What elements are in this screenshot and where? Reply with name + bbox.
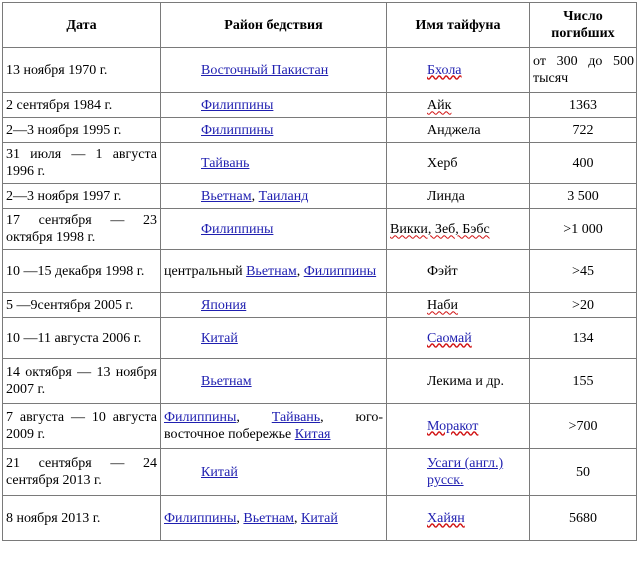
table-body bbox=[3, 48, 637, 541]
typhoon-name-link[interactable]: Саомай bbox=[427, 330, 472, 346]
typhoon-name-cell bbox=[387, 359, 530, 404]
date-cell: 2 сентября 1984 г. bbox=[3, 93, 161, 118]
region-link[interactable]: Вьетнам bbox=[246, 263, 297, 279]
typhoon-name-cell bbox=[387, 250, 530, 293]
header-typhoon-name: Имя тайфуна bbox=[387, 3, 530, 48]
table-row bbox=[3, 359, 637, 404]
typhoon-name-text: Линда bbox=[427, 188, 465, 204]
deaths-cell: 1363 bbox=[530, 93, 637, 118]
region-link[interactable]: Филиппины bbox=[201, 221, 274, 237]
deaths-cell: 722 bbox=[530, 118, 637, 143]
table-row bbox=[3, 496, 637, 541]
deaths-cell: >1 000 bbox=[530, 209, 637, 250]
region-cell bbox=[161, 359, 387, 404]
typhoon-name-cell bbox=[387, 293, 530, 318]
typhoon-name-link[interactable]: Хайян bbox=[427, 510, 465, 526]
date-cell: 10 —15 декабря 1998 г. bbox=[3, 250, 161, 293]
table-row bbox=[3, 48, 637, 93]
table-row bbox=[3, 404, 637, 449]
typhoon-name-text: Айк bbox=[427, 97, 452, 113]
region-cell bbox=[161, 209, 387, 250]
region-link[interactable]: Тайвань bbox=[271, 410, 321, 425]
region-link[interactable]: Тайвань bbox=[201, 155, 250, 171]
table-row bbox=[3, 209, 637, 250]
region-link[interactable]: Филиппины bbox=[201, 97, 274, 113]
deaths-cell: 50 bbox=[530, 449, 637, 496]
typhoon-name-cell bbox=[387, 184, 530, 209]
deaths-cell: >45 bbox=[530, 250, 637, 293]
region-link[interactable]: Китай bbox=[201, 464, 238, 480]
region-text: , bbox=[236, 510, 244, 526]
region-link[interactable]: Филиппины bbox=[201, 122, 274, 138]
date-cell: 7 августа — 10 августа 2009 г. bbox=[3, 404, 161, 449]
region-link[interactable]: Таиланд bbox=[258, 188, 309, 204]
region-link[interactable]: Филиппины bbox=[303, 263, 377, 279]
region-link[interactable]: Филиппины bbox=[164, 510, 237, 526]
date-cell: 8 ноября 2013 г. bbox=[3, 496, 161, 541]
region-link[interactable]: Вьетнам bbox=[201, 373, 252, 389]
table-row bbox=[3, 143, 637, 184]
typhoon-name-cell bbox=[387, 118, 530, 143]
typhoon-table bbox=[2, 2, 637, 541]
deaths-cell: 155 bbox=[530, 359, 637, 404]
region-link[interactable]: Филиппины bbox=[164, 410, 237, 425]
region-cell bbox=[161, 404, 387, 449]
region-cell bbox=[161, 250, 387, 293]
typhoon-name-cell bbox=[387, 449, 530, 496]
typhoon-name-text: Лекима и др. bbox=[427, 373, 504, 389]
region-cell bbox=[161, 143, 387, 184]
region-link[interactable]: Китай bbox=[201, 330, 238, 346]
region-link[interactable]: Китай bbox=[301, 510, 338, 526]
header-date: Дата bbox=[3, 3, 161, 48]
date-cell: 21 сентября — 24 сентября 2013 г. bbox=[3, 449, 161, 496]
typhoon-name-cell bbox=[387, 48, 530, 93]
typhoon-name-cell bbox=[387, 93, 530, 118]
date-cell: 31 июля — 1 августа 1996 г. bbox=[3, 143, 161, 184]
table-row bbox=[3, 250, 637, 293]
region-cell bbox=[161, 293, 387, 318]
header-row bbox=[3, 3, 637, 48]
table-row bbox=[3, 184, 637, 209]
table-row bbox=[3, 118, 637, 143]
typhoon-name-link[interactable]: Бхола bbox=[427, 62, 462, 78]
region-link[interactable]: Япония bbox=[201, 297, 247, 313]
region-cell bbox=[161, 118, 387, 143]
table-row bbox=[3, 93, 637, 118]
region-cell bbox=[161, 184, 387, 209]
typhoon-name-cell bbox=[387, 318, 530, 359]
deaths-cell: 5680 bbox=[530, 496, 637, 541]
region-cell bbox=[161, 48, 387, 93]
deaths-cell: >20 bbox=[530, 293, 637, 318]
typhoon-name-text: Анджела bbox=[427, 122, 481, 138]
region-link[interactable]: Вьетнам bbox=[201, 188, 252, 204]
region-cell bbox=[161, 496, 387, 541]
typhoon-name-cell bbox=[387, 143, 530, 184]
date-cell: 10 —11 августа 2006 г. bbox=[3, 318, 161, 359]
region-text: , bbox=[236, 410, 272, 425]
region-link[interactable]: Вьетнам bbox=[243, 510, 295, 526]
deaths-cell: от 300 до 500 тысяч bbox=[530, 48, 637, 93]
region-cell bbox=[161, 93, 387, 118]
region-link[interactable]: Восточный Пакистан bbox=[201, 62, 329, 78]
deaths-cell: 3 500 bbox=[530, 184, 637, 209]
date-cell: 5 —9сентября 2005 г. bbox=[3, 293, 161, 318]
deaths-cell: 134 bbox=[530, 318, 637, 359]
typhoon-name-text: Херб bbox=[427, 155, 458, 171]
date-cell: 2—3 ноября 1995 г. bbox=[3, 118, 161, 143]
typhoon-name-cell bbox=[387, 209, 530, 250]
date-cell: 14 октября — 13 ноября 2007 г. bbox=[3, 359, 161, 404]
region-text: , bbox=[294, 510, 302, 526]
header-region: Район бедствия bbox=[161, 3, 387, 48]
region-cell bbox=[161, 449, 387, 496]
region-text: , bbox=[251, 188, 259, 204]
date-cell: 13 ноября 1970 г. bbox=[3, 48, 161, 93]
date-cell: 17 сентября — 23 октября 1998 г. bbox=[3, 209, 161, 250]
table-row bbox=[3, 293, 637, 318]
typhoon-name-cell bbox=[387, 404, 530, 449]
deaths-cell: >700 bbox=[530, 404, 637, 449]
region-text: центральный bbox=[164, 263, 247, 279]
deaths-cell: 400 bbox=[530, 143, 637, 184]
typhoon-name-text: Наби bbox=[427, 297, 458, 313]
table-row bbox=[3, 318, 637, 359]
region-text: , юго-восточное побережье bbox=[164, 410, 384, 442]
typhoon-name-link[interactable]: Усаги (англ.) русск. bbox=[427, 456, 504, 488]
table-row bbox=[3, 449, 637, 496]
date-cell: 2—3 ноября 1997 г. bbox=[3, 184, 161, 209]
region-link[interactable]: Китая bbox=[294, 427, 331, 442]
typhoon-name-link[interactable]: Моракот bbox=[427, 418, 479, 434]
region-cell bbox=[161, 318, 387, 359]
region-text: , bbox=[296, 263, 304, 279]
header-deaths: Число погибших bbox=[530, 3, 637, 48]
typhoon-name-cell bbox=[387, 496, 530, 541]
typhoon-name-text: Викки, Зеб, Бэбс bbox=[390, 221, 490, 237]
typhoon-name-text: Фэйт bbox=[427, 263, 458, 279]
